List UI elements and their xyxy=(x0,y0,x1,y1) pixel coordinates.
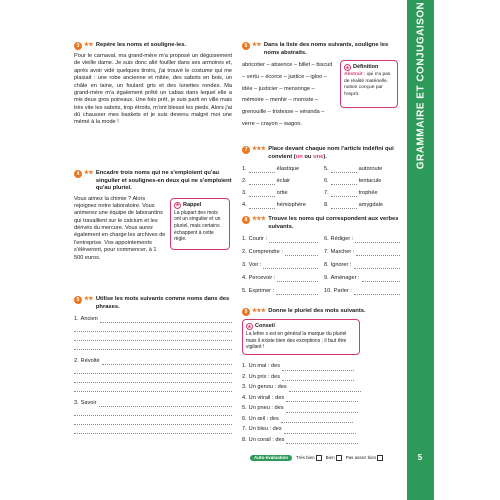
exercise-4-instruction: Encadre trois noms qui ne s'emploient qu'au singulier et soulignes-en deux qui ne s'emploient qu'au pluriel. xyxy=(95,170,232,192)
exercise-9-instruction: Donne le pluriel des mots suivants. xyxy=(268,308,366,314)
ex8-item: 10. Parler : xyxy=(324,286,400,295)
answer-line[interactable] xyxy=(249,191,275,197)
answer-line[interactable] xyxy=(286,407,358,413)
answer-line[interactable] xyxy=(74,365,232,374)
ex7-item: 8. amygdale xyxy=(324,201,383,208)
exercise-6-instruction: Dans la liste des noms suivants, souligne les noms abstraits. xyxy=(263,42,389,56)
answer-line[interactable] xyxy=(289,386,361,392)
conseil-box xyxy=(242,319,360,355)
ex7-grid xyxy=(242,164,400,209)
answer-line[interactable] xyxy=(286,438,358,444)
exercise-3-number: 3 xyxy=(74,42,82,50)
ex9-list xyxy=(242,360,400,444)
rappel-box xyxy=(170,198,230,250)
conseil-text: La lettre s est en général la marque du pluriel mais il existe bien des exceptions ; il faut être vigilant ! xyxy=(246,331,347,351)
answer-line[interactable] xyxy=(331,203,357,209)
ex7-item: 4. hémisphère xyxy=(242,201,306,208)
difficulty-stars: ★★ xyxy=(84,42,93,48)
side-title xyxy=(407,0,434,170)
answer-line[interactable] xyxy=(249,179,275,185)
option-checkbox[interactable] xyxy=(336,455,342,461)
ex9-item: 1. Un mal : des xyxy=(242,360,400,371)
answer-line[interactable] xyxy=(284,428,356,434)
ex9-item: 3. Un genou : des xyxy=(242,381,400,392)
ex8-item: 8. Ignorer : xyxy=(324,260,400,269)
exercise-5-number: 5 xyxy=(74,296,82,304)
ex7-item: 5. autoroute xyxy=(324,165,383,172)
answer-line[interactable] xyxy=(355,237,400,243)
ex7-item: 7. trophée xyxy=(324,189,378,196)
exercise-5-header xyxy=(74,296,232,311)
answer-line[interactable] xyxy=(331,167,357,173)
exercise-8-number: 8 xyxy=(242,216,250,224)
rappel-title: Rappel xyxy=(183,201,202,208)
exercise-3-instruction: Repère les noms et souligne-les. xyxy=(95,42,187,48)
answer-line[interactable] xyxy=(74,425,232,434)
ex5-item-2: 2. Révolté xyxy=(74,356,232,392)
answer-line[interactable] xyxy=(74,416,232,425)
ex5-item-1: 1. Ancien xyxy=(74,314,232,350)
definition-term: Abstrait : xyxy=(344,72,366,78)
ex7-item: 3. ortie xyxy=(242,189,288,196)
exercise-5-instruction: Utilise les mots suivants comme noms dans des phrases. xyxy=(95,296,230,310)
definition-box xyxy=(340,60,398,108)
side-title-text: GRAMMAIRE ET CONJUGAISON xyxy=(415,1,426,169)
answer-line[interactable] xyxy=(331,191,357,197)
answer-line[interactable] xyxy=(331,179,357,185)
answer-line[interactable] xyxy=(100,317,232,323)
exercise-6-number: 6 xyxy=(242,42,250,50)
exercise-5 xyxy=(74,296,232,434)
answer-line[interactable] xyxy=(74,323,232,332)
answer-line[interactable] xyxy=(74,341,232,350)
answer-line[interactable] xyxy=(74,332,232,341)
self-assessment-label: Auto-évaluation xyxy=(250,455,292,462)
difficulty-stars: ★★ xyxy=(252,42,261,48)
rappel-text: La plupart des mots ont un singulier et un pluriel, mais certains échappent à cette règle. xyxy=(174,209,221,243)
exercise-3-header xyxy=(74,42,232,50)
page-number: 5 xyxy=(417,453,423,462)
answer-line[interactable] xyxy=(99,401,232,407)
option-tres-bien: Très bien xyxy=(296,455,322,461)
answer-line[interactable] xyxy=(74,383,232,392)
answer-line[interactable] xyxy=(277,276,318,282)
answer-line[interactable] xyxy=(269,237,318,243)
option-pas-assez-bien: Pas assez bien xyxy=(346,455,384,461)
conseil-title: Conseil xyxy=(255,323,275,329)
exercise-9 xyxy=(242,308,400,444)
ex7-item: 6. tentacule xyxy=(324,177,382,184)
answer-line[interactable] xyxy=(286,396,358,402)
ex9-item: 2. Un prix : des xyxy=(242,371,400,382)
difficulty-stars: ★★★ xyxy=(252,216,266,222)
exercise-6 xyxy=(242,42,400,146)
definition-text: qui n'a pas de réalité matérielle, notion conçue par l'esprit. xyxy=(344,72,391,97)
answer-line[interactable] xyxy=(276,289,318,295)
answer-line[interactable] xyxy=(263,263,318,269)
exercise-8-header xyxy=(242,216,400,231)
exercise-3 xyxy=(74,42,232,170)
ex8-item: 9. Aménager : xyxy=(324,273,400,282)
exercise-6-header xyxy=(242,42,400,57)
ex8-item: 2. Comprendre : xyxy=(242,247,318,256)
answer-line[interactable] xyxy=(74,407,232,416)
answer-line[interactable] xyxy=(354,263,400,269)
exercise-8 xyxy=(242,216,400,308)
ex9-item: 5. Un pneu : des xyxy=(242,402,400,413)
definition-title: Définition xyxy=(353,64,379,71)
answer-line[interactable] xyxy=(249,167,275,173)
answer-line[interactable] xyxy=(282,375,354,381)
exercise-4 xyxy=(74,170,232,296)
ex9-item: 7. Un bleu : des xyxy=(242,423,400,434)
conseil-icon: ★ xyxy=(247,323,252,329)
exercise-7-number: 7 xyxy=(242,146,250,154)
ex8-item: 1. Courir : xyxy=(242,234,318,243)
ex8-item: 4. Percevoir : xyxy=(242,273,318,282)
exercise-3-text: Pour le carnaval, ma grand-mère m'a proposé un déguisement de vieille dame. Je suis donc allé fouiller dans ses armoires et, après avoir vidé quelques tiroirs, j'ai trouvé le costume qui me plaisait : une robe ancienne et mitée, des sabots en bois, un châle en laine, un foulard gris et des lunettes rondes. Ma grand-mère m'a également prêté un cabas dans lequel elle a mis deux gros poireaux. Une fois prêt, je suis parti en ville mais très vite les sabots, trop étroits, m'ont blessé les pieds. Alors j'ai dû chausser mes baskets et je suis devenu malgré moi une mémé à la mode ! xyxy=(74,53,232,126)
exercise-9-header xyxy=(242,308,400,316)
ex8-grid xyxy=(242,234,400,295)
ex8-item: 5. Exprimer : xyxy=(242,286,318,295)
answer-line[interactable] xyxy=(102,359,232,365)
answer-line[interactable] xyxy=(362,276,400,282)
answer-line[interactable] xyxy=(356,250,400,256)
ex5-item-3: 3. Savoir xyxy=(74,398,232,434)
ex7-item: 2. éclair xyxy=(242,177,291,184)
option-checkbox[interactable] xyxy=(316,455,322,461)
answer-line[interactable] xyxy=(74,374,232,383)
exercise-7-instruction: Place devant chaque nom l'article indéfini qui convient (un ou une). xyxy=(268,146,394,160)
difficulty-stars: ★★ xyxy=(84,170,93,176)
ex9-item: 8. Un corail : des xyxy=(242,434,400,445)
exercise-7 xyxy=(242,146,400,216)
exercise-9-number: 9 xyxy=(242,308,250,316)
left-column xyxy=(74,42,232,434)
answer-line[interactable] xyxy=(249,203,275,209)
option-checkbox[interactable] xyxy=(377,455,383,461)
exercise-6-words: abricotier – absence – billet – biscuit – vertu – écorce – justice – igloo – idée – justicier – mensonge – mémoire – menhir – moroste – grenouille – tristesse – véranda – verre – crayon – wagon. xyxy=(242,62,333,127)
ex8-item: 6. Rédiger : xyxy=(324,234,400,243)
ex9-item: 6. Un œil : des xyxy=(242,413,400,424)
difficulty-stars: ★★ xyxy=(84,296,93,302)
answer-line[interactable] xyxy=(285,250,318,256)
answer-line[interactable] xyxy=(282,365,354,371)
exercise-8-instruction: Trouve les noms qui correspondent aux verbes suivants. xyxy=(268,216,399,230)
exercise-4-header xyxy=(74,170,232,193)
difficulty-stars: ★★★ xyxy=(252,308,266,314)
ex8-item: 3. Voir : xyxy=(242,260,318,269)
right-column xyxy=(242,42,400,444)
ex9-item: 4. Un vitrail : des xyxy=(242,392,400,403)
definition-icon: ★ xyxy=(345,64,350,70)
rappel-icon: ★ xyxy=(175,202,180,208)
ex7-item: 1. élastique xyxy=(242,165,300,172)
exercise-7-header xyxy=(242,146,400,161)
answer-line[interactable] xyxy=(354,289,400,295)
answer-line[interactable] xyxy=(281,417,353,423)
difficulty-stars: ★★★ xyxy=(252,146,266,152)
ex8-item: 7. Marcher : xyxy=(324,247,400,256)
exercise-4-text: Vous aimez la chimie ? Alors rejoignez notre laboratoire. Vous animerez une équipe de laborantins qui travaillent sur le calcium et les dérivés du mercure. Vous aurez également en charge les archives de l'entreprise. Vos appointements s'élèveront, pour commencer, à 1 500 euros. xyxy=(74,195,166,261)
exercise-4-number: 4 xyxy=(74,170,82,178)
self-assessment xyxy=(250,451,383,465)
option-bien: Bien xyxy=(326,455,342,461)
